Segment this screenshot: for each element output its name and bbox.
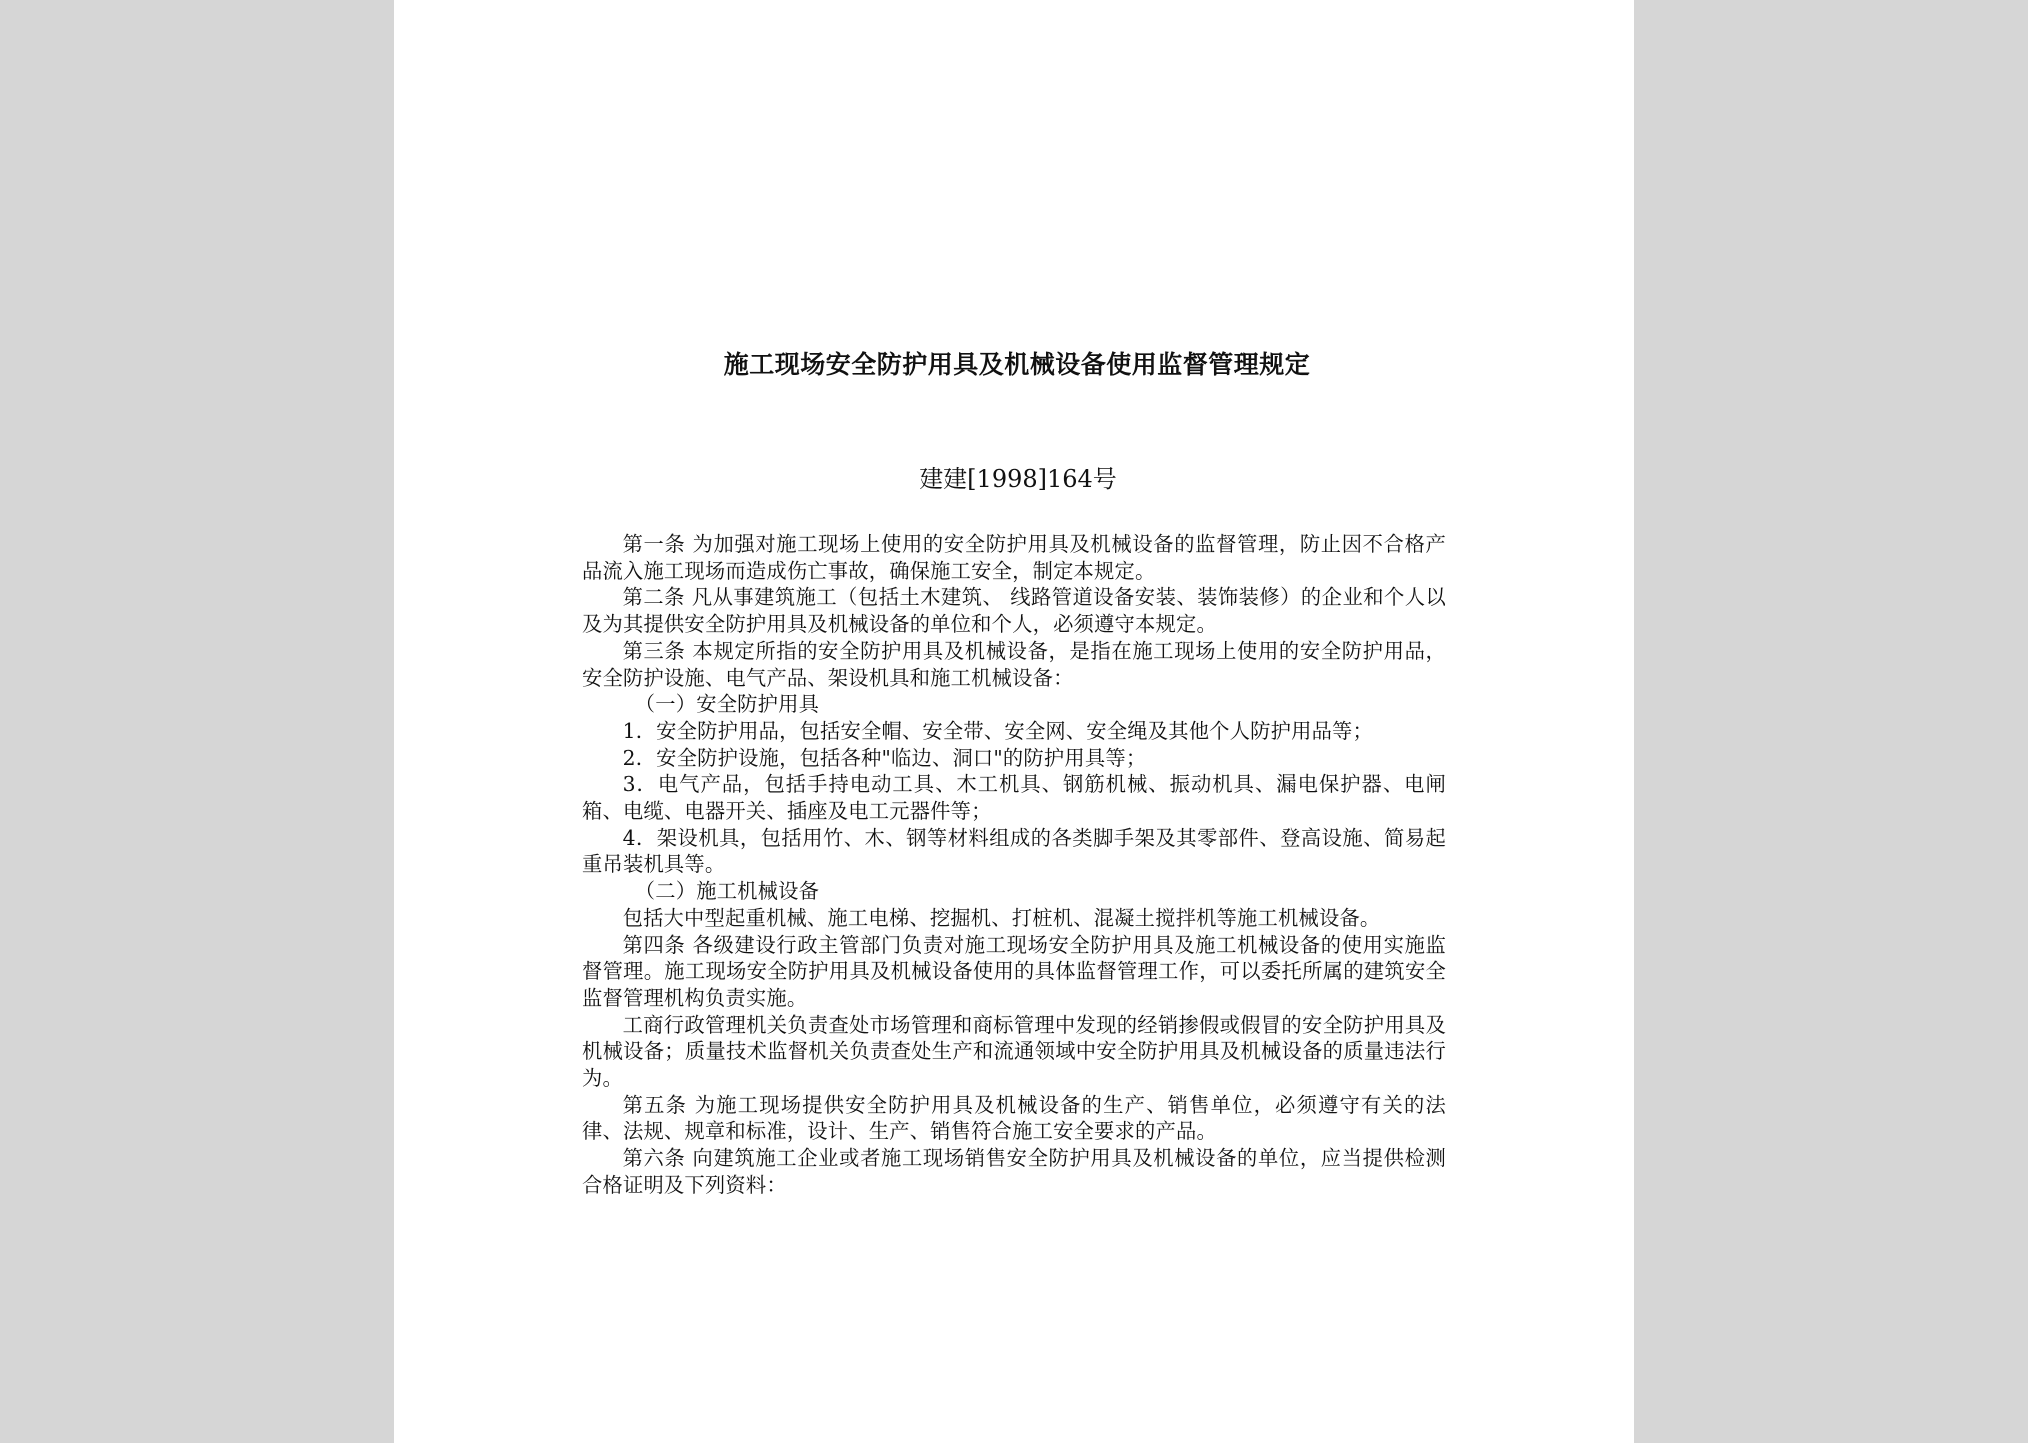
- article-5: 第五条 为施工现场提供安全防护用具及机械设备的生产、销售单位，必须遵守有关的法律、法规、规章和标准，设计、生产、销售符合施工安全要求的产品。: [582, 1092, 1446, 1144]
- list-item-4: 4．架设机具，包括用竹、木、钢等材料组成的各类脚手架及其零部件、登高设施、简易起重吊装机具等。: [582, 825, 1446, 877]
- document-body: [582, 531, 1446, 1199]
- list-item-1: 1．安全防护用品，包括安全帽、安全带、安全网、安全绳及其他个人防护用品等；: [622, 718, 1374, 743]
- article-1: 第一条 为加强对施工现场上使用的安全防护用具及机械设备的监督管理，防止因不合格产品流入施工现场而造成伤亡事故，确保施工安全，制定本规定。: [582, 532, 1446, 583]
- article-6: 第六条 向建筑施工企业或者施工现场销售安全防护用具及机械设备的单位，应当提供检测合格证明及下列资料：: [582, 1146, 1446, 1197]
- article-4-continued: 工商行政管理机关负责查处市场管理和商标管理中发现的经销掺假或假冒的安全防护用具及机械设备；质量技术监督机关负责查处生产和流通领域中安全防护用具及机械设备的质量违法行为。: [582, 1012, 1446, 1091]
- article-4: 第四条 各级建设行政主管部门负责对施工现场安全防护用具及施工机械设备的使用实施监督管理。施工现场安全防护用具及机械设备使用的具体监督管理工作，可以委托所属的建筑安全监督管理机构负责实施。: [582, 932, 1446, 1010]
- machinery-description: 包括大中型起重机械、施工电梯、挖掘机、打桩机、混凝土搅拌机等施工机械设备。: [622, 905, 1381, 930]
- document-number: 建建[1998]164号: [919, 465, 1117, 493]
- list-item-3: 3．电气产品，包括手持电动工具、木工机具、钢筋机械、振动机具、漏电保护器、电闸箱、电缆、电器开关、插座及电工元器件等；: [582, 772, 1446, 824]
- section-heading-2: （二）施工机械设备: [634, 879, 820, 904]
- list-item-2: 2．安全防护设施，包括各种"临边、洞口"的防护用具等；: [622, 745, 1147, 770]
- article-3: 第三条 本规定所指的安全防护用具及机械设备，是指在施工现场上使用的安全防护用品，安全防护设施、电气产品、架设机具和施工机械设备：: [582, 638, 1446, 690]
- document-title: 施工现场安全防护用具及机械设备使用监督管理规定: [723, 350, 1311, 379]
- article-2: 第二条 凡从事建筑施工（包括土木建筑、 线路管道设备安装、装饰装修）的企业和个人以及为其提供安全防护用具及机械设备的单位和个人，必须遵守本规定。: [582, 585, 1446, 637]
- section-heading-1: （一）安全防护用具: [634, 692, 820, 717]
- document-page: [394, 0, 1634, 1443]
